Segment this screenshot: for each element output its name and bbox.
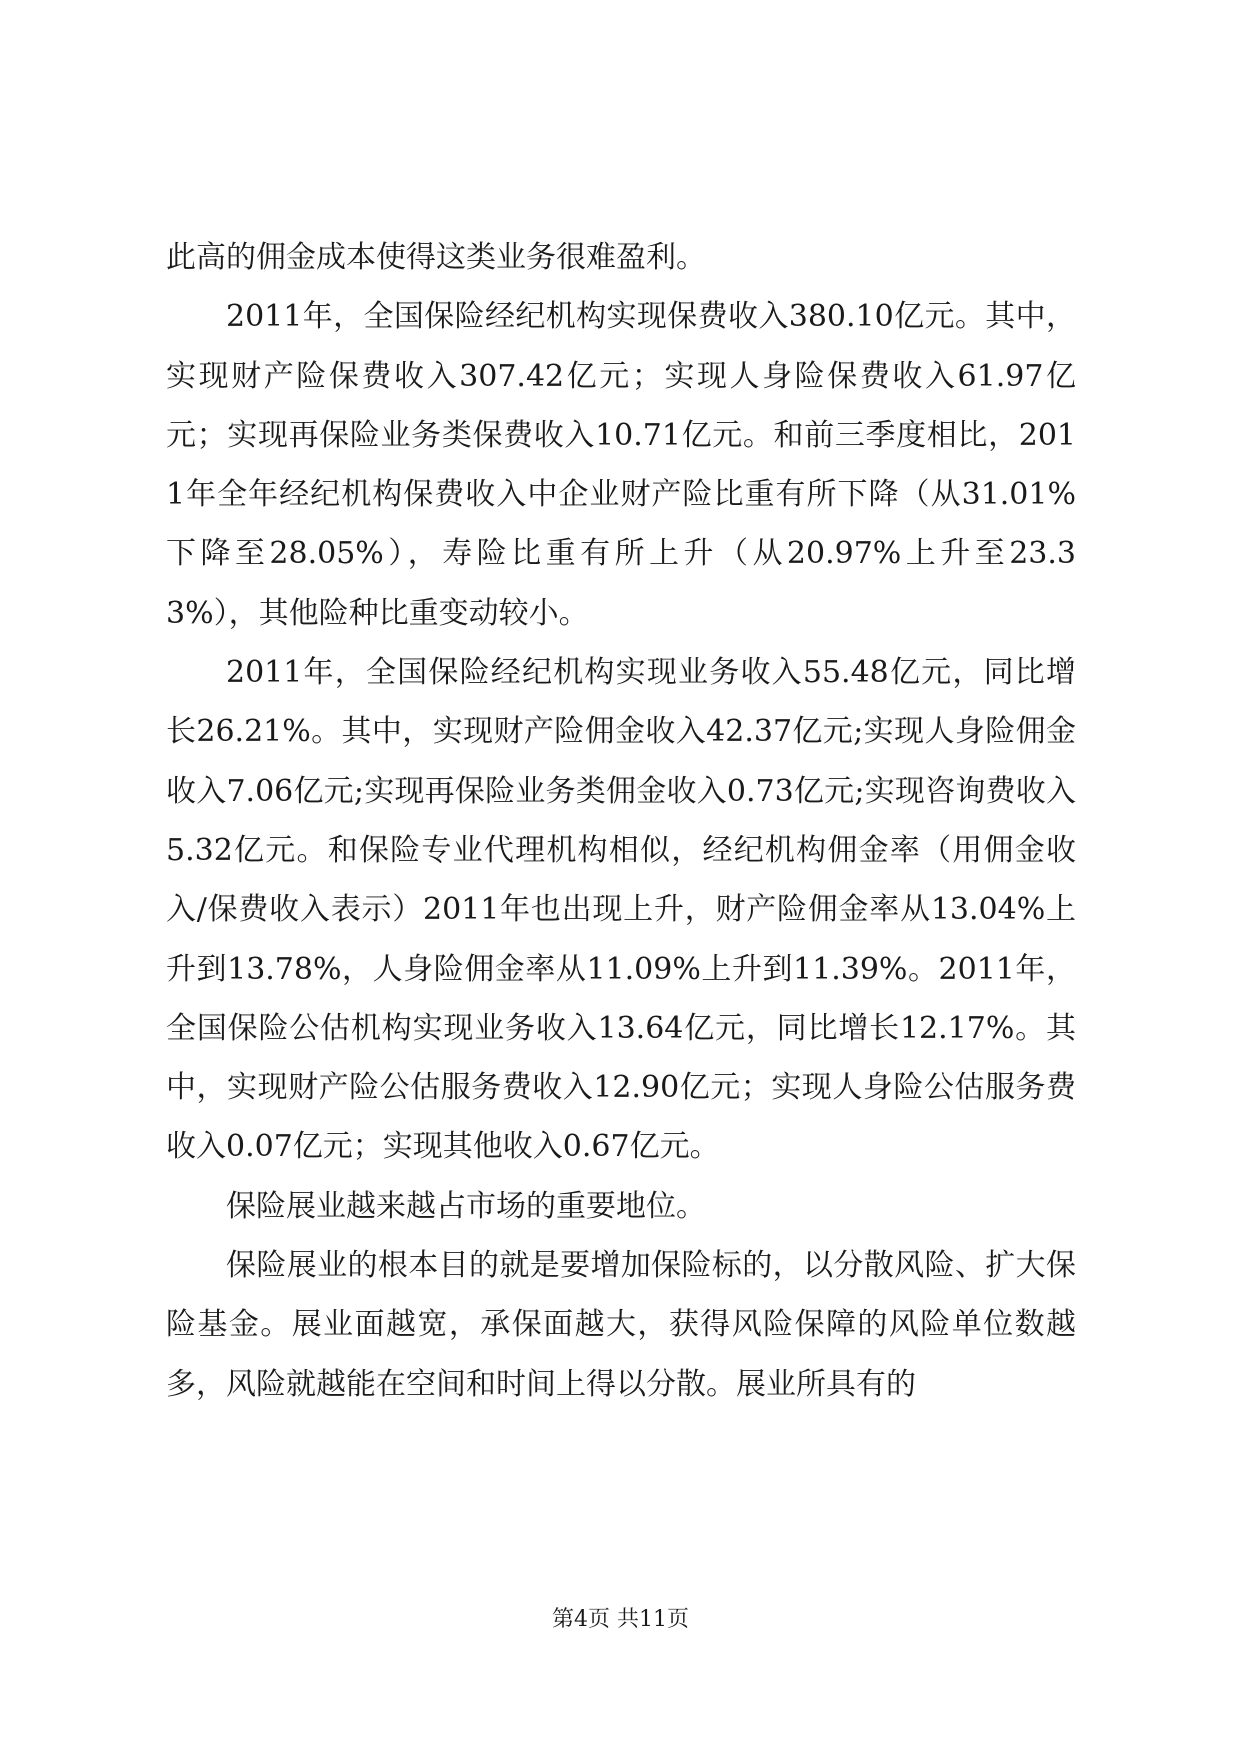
body-text [166,228,1076,1414]
paragraph-marketing-importance: 保险展业越来越占市场的重要地位。 [226,1188,706,1224]
page-number: 第4页 共11页 [552,1607,689,1632]
paragraph-broker-revenue: 2011年，全国保险经纪机构实现业务收入55.48亿元，同比增长26.21%。其中，实现财产险佣金收入42.37亿元;实现人身险佣金收入7.06亿元;实现再保险业务类佣金收入0.73亿元;实现咨询费收入5.32亿元。和保险专业代理机构相似，经纪机构佣金率（用佣金收入/保费收入表示）2011年也出现上升，财产险佣金率从13.04%上升到13.78%，人身险佣金率从11.09%上升到11.39%。2011年，全国保险公估机构实现业务收入13.64亿元，同比增长12.17%。其中，实现财产险公估服务费收入12.90亿元；实现人身险公估服务费收入0.07亿元；实现其他收入0.67亿元。 [166,655,1076,1165]
page-footer [0,1606,1241,1634]
paragraph-broker-premium: 2011年，全国保险经纪机构实现保费收入380.10亿元。其中，实现财产险保费收入307.42亿元；实现人身险保费收入61.97亿元；实现再保险业务类保费收入10.71亿元。和前三季度相比，2011年全年经纪机构保费收入中企业财产险比重有所下降（从31.01%下降至28.05%），寿险比重有所上升（从20.97%上升至23.33%），其他险种比重变动较小。 [166,299,1076,631]
paragraph-continued: 此高的佣金成本使得这类业务很难盈利。 [166,240,706,275]
paragraph-marketing-purpose: 保险展业的根本目的就是要增加保险标的，以分散风险、扩大保险基金。展业面越宽，承保面越大，获得风险保障的风险单位数越多，风险就越能在空间和时间上得以分散。展业所具有的 [166,1248,1076,1402]
